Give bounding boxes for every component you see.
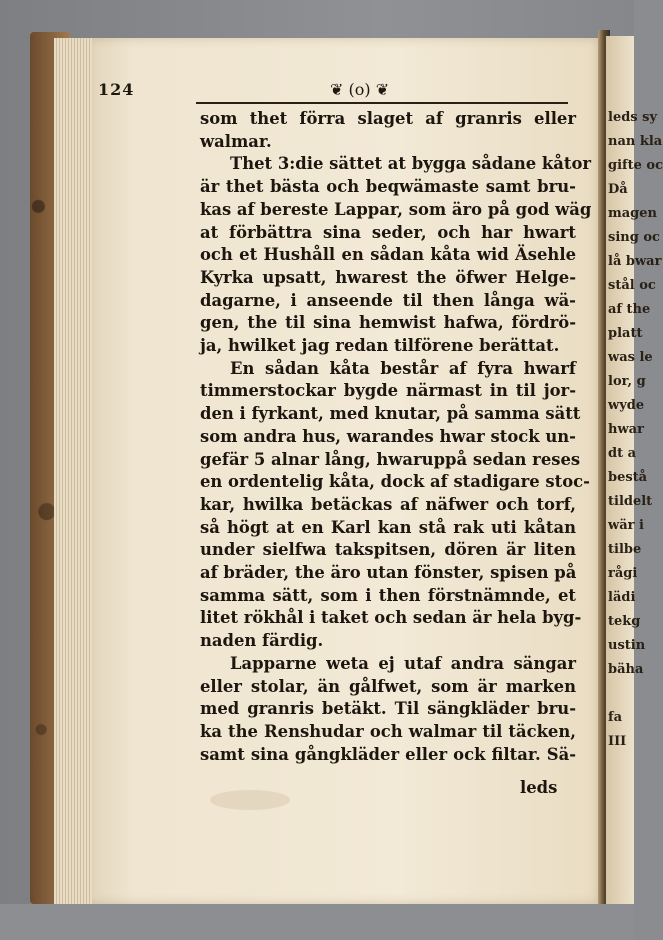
- right-page-fragment: gifte oc: [608, 158, 663, 173]
- paper-stain: [210, 790, 290, 810]
- right-page-fragment: leds sy: [608, 110, 658, 125]
- right-page-fragment: nan kla: [608, 134, 663, 149]
- text-line: med granris betäkt. Til sängkläder bru-: [200, 699, 576, 719]
- text-line: kas af bereste Lappar, som äro på god wäg: [200, 199, 592, 219]
- right-page-fragment: magen: [608, 206, 657, 221]
- right-page-fragment: sing oc: [608, 230, 660, 245]
- right-page-fragment: fa: [608, 710, 623, 725]
- background-bottom: [0, 904, 634, 940]
- text-line: Thet 3:die sättet at bygga sådane kåtor: [230, 154, 592, 174]
- right-page-fragment: platt: [608, 326, 643, 341]
- right-page-fragment: rågi: [608, 566, 638, 581]
- right-page-fragment: lädi: [608, 590, 636, 605]
- text-line: at förbättra sina seder, och har hwart: [200, 222, 576, 242]
- text-line: och et Hushåll en sådan kåta wid Äsehle: [200, 245, 576, 265]
- text-line: är thet bästa och beqwämaste samt bru-: [200, 177, 576, 197]
- right-page-fragment: stål oc: [608, 278, 656, 293]
- text-line: den i fyrkant, med knutar, på samma sätt: [200, 404, 581, 424]
- text-line: En sådan kåta består af fyra hwarf: [230, 358, 576, 378]
- text-line: walmar.: [200, 131, 272, 151]
- right-page-edge: [606, 36, 663, 908]
- text-line: litet rökhål i taket och sedan är hela byg-: [200, 608, 582, 628]
- text-line: Lapparne weta ej utaf andra sängar: [230, 653, 576, 673]
- right-page-fragment: lor, g: [608, 374, 646, 389]
- header-ornament: ❦ (o) ❦: [330, 80, 390, 99]
- right-page-fragment: bestå: [608, 470, 648, 485]
- right-page-fragment: lå bwar: [608, 254, 662, 269]
- text-line: timmerstockar bygde närmast in til jor-: [200, 381, 576, 401]
- right-page-fragment: wär i: [608, 518, 644, 533]
- catchword: leds: [520, 778, 558, 797]
- text-line: kar, hwilka betäckas af näfwer och torf,: [200, 494, 576, 514]
- text-line: naden färdig.: [200, 631, 324, 651]
- right-page-fragment: ustin: [608, 638, 646, 653]
- text-line: samt sina gångkläder eller ock filtar. Sä-: [200, 744, 576, 764]
- body-text: [200, 108, 592, 766]
- text-line: under sielfwa takspitsen, dören är liten: [200, 540, 576, 560]
- page-number: 124: [98, 80, 135, 99]
- text-line: så högt at en Karl kan stå rak uti kåtan: [200, 517, 576, 537]
- text-line: samma sätt, som i then förstnämnde, et: [200, 585, 576, 605]
- right-page-fragment: tildelt: [608, 494, 653, 509]
- right-page-fragment: tekg: [608, 614, 641, 629]
- text-line: gen, the til sina hemwist hafwa, fördrö-: [200, 313, 576, 333]
- text-line: ka the Renshudar och walmar til täcken,: [200, 721, 576, 741]
- right-page-fragment: bäha: [608, 662, 644, 677]
- right-page-fragment: af the: [608, 302, 651, 317]
- right-page-fragment: III: [608, 734, 627, 749]
- right-page-fragment: hwar: [608, 422, 644, 437]
- text-line: en ordentelig kåta, dock af stadigare stoc-: [200, 472, 590, 492]
- text-line: som andra hus, warandes hwar stock un-: [200, 426, 576, 446]
- right-page-fragment: wyde: [608, 398, 645, 413]
- text-line: dagarne, i anseende til then långa wä-: [200, 290, 576, 310]
- text-line: Kyrka upsatt, hwarest the öfwer Helge-: [200, 267, 576, 287]
- right-page-fragment: tilbe: [608, 542, 642, 557]
- text-line: ja, hwilket jag redan tilförene berättat.: [200, 336, 560, 356]
- right-page-fragment: Då: [608, 182, 628, 197]
- right-page-fragment: was le: [608, 350, 653, 365]
- text-line: gefär 5 alnar lång, hwaruppå sedan reses: [200, 449, 581, 469]
- text-line: eller stolar, än gålfwet, som är marken: [200, 676, 576, 696]
- right-page-fragment: dt a: [608, 446, 637, 461]
- header-rule: [196, 102, 568, 104]
- text-line: som thet förra slaget af granris eller: [200, 109, 576, 128]
- text-line: af bräder, the äro utan fönster, spisen på: [200, 563, 577, 583]
